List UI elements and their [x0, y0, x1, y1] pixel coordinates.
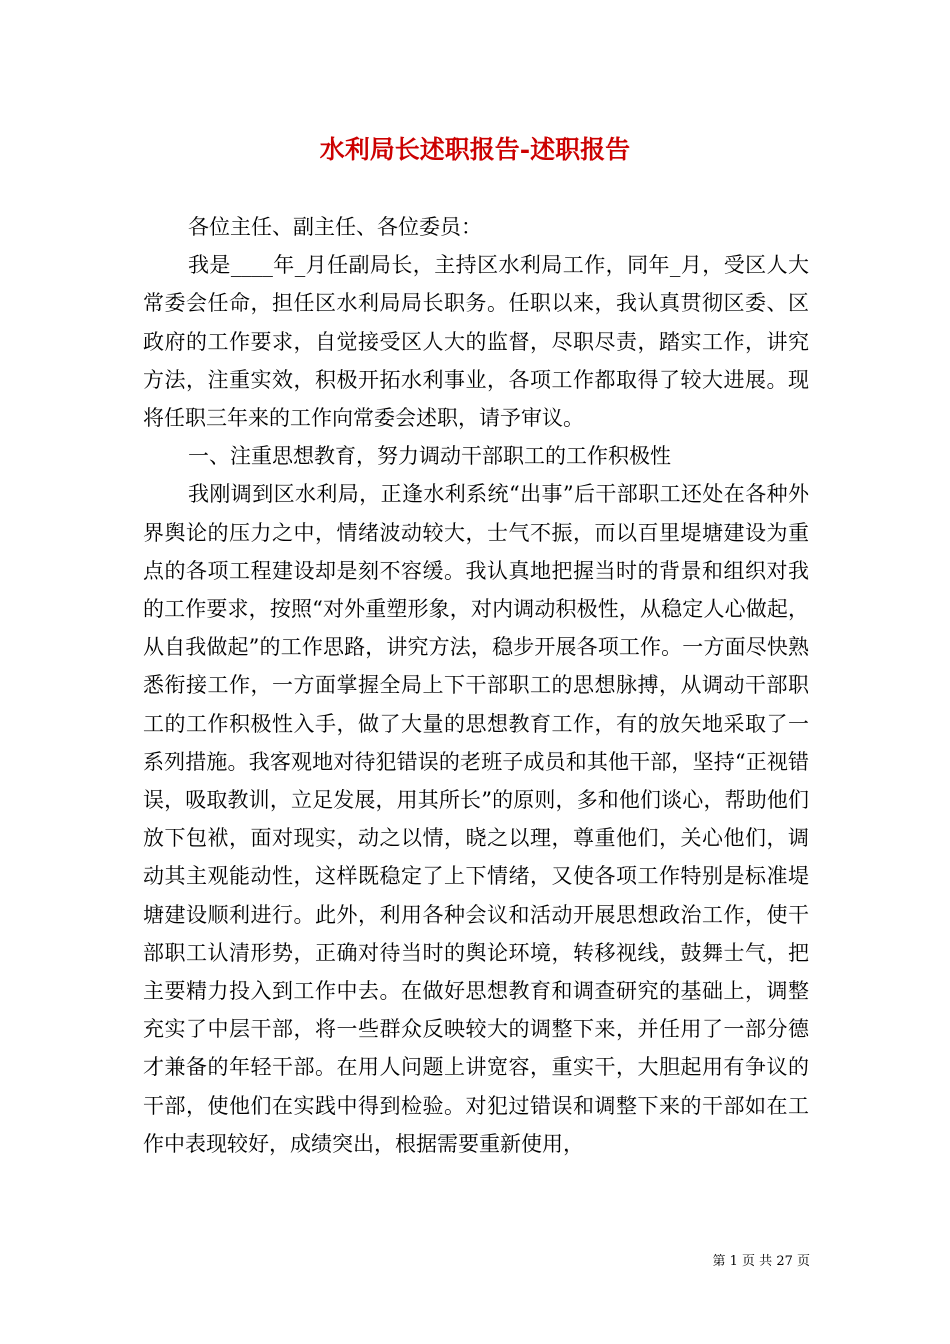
intro-paragraph: 我是____年_月任副局长，主持区水利局工作，同年_月，受区人大常委会任命，担任区水利局局长职务。任职以来，我认真贯彻区委、区政府的工作要求，自觉接受区人大的监督，尽职尽责，踏实工作，讲究方法，注重实效，积极开拓水利事业，各项工作都取得了较大进展。现将任职三年来的工作向常委会述职，请予审议。	[143, 253, 809, 431]
salutation-paragraph: 各位主任、副主任、各位委员：	[188, 215, 482, 239]
section-body-paragraph: 我刚调到区水利局，正逢水利系统“出事”后干部职工还处在各种外界舆论的压力之中，情绪波动较大，士气不振，而以百里堤塘建设为重点的各项工程建设却是刻不容缓。我认真地把握当时的背景和组织对我的工作要求，按照“对外重塑形象，对内调动积极性，从稳定人心做起，从自我做起”的工作思路，讲究方法，稳步开展各项工作。一方面尽快熟悉衔接工作，一方面掌握全局上下干部职工的思想脉搏，从调动干部职工的工作积极性入手，做了大量的思想教育工作，有的放矢地采取了一系列措施。我客观地对待犯错误的老班子成员和其他干部，坚持“正视错误，吸取教训，立足发展，用其所长”的原则，多和他们谈心，帮助他们放下包袱，面对现实，动之以情，晓之以理，尊重他们，关心他们，调动其主观能动性，这样既稳定了上下情绪，又使各项工作特别是标准堤塘建设顺利进行。此外，利用各种会议和活动开展思想政治工作，使干部职工认清形势，正确对待当时的舆论环境，转移视线，鼓舞士气，把主要精力投入到工作中去。在做好思想教育和调查研究的基础上，调整充实了中层干部，将一些群众反映较大的调整下来，并任用了一部分德才兼备的年轻干部。在用人问题上讲宽容，重实干，大胆起用有争议的干部，使他们在实践中得到检验。对犯过错误和调整下来的干部如在工作中表现较好，成绩突出，根据需要重新使用，	[143, 482, 809, 1156]
document-title: 水利局长述职报告-述职报告	[319, 135, 631, 164]
document-body	[143, 208, 809, 1163]
page-number-footer: 第 1 页 共 27 页	[712, 1254, 810, 1269]
section-heading: 一、注重思想教育，努力调动干部职工的工作积极性	[188, 444, 671, 469]
